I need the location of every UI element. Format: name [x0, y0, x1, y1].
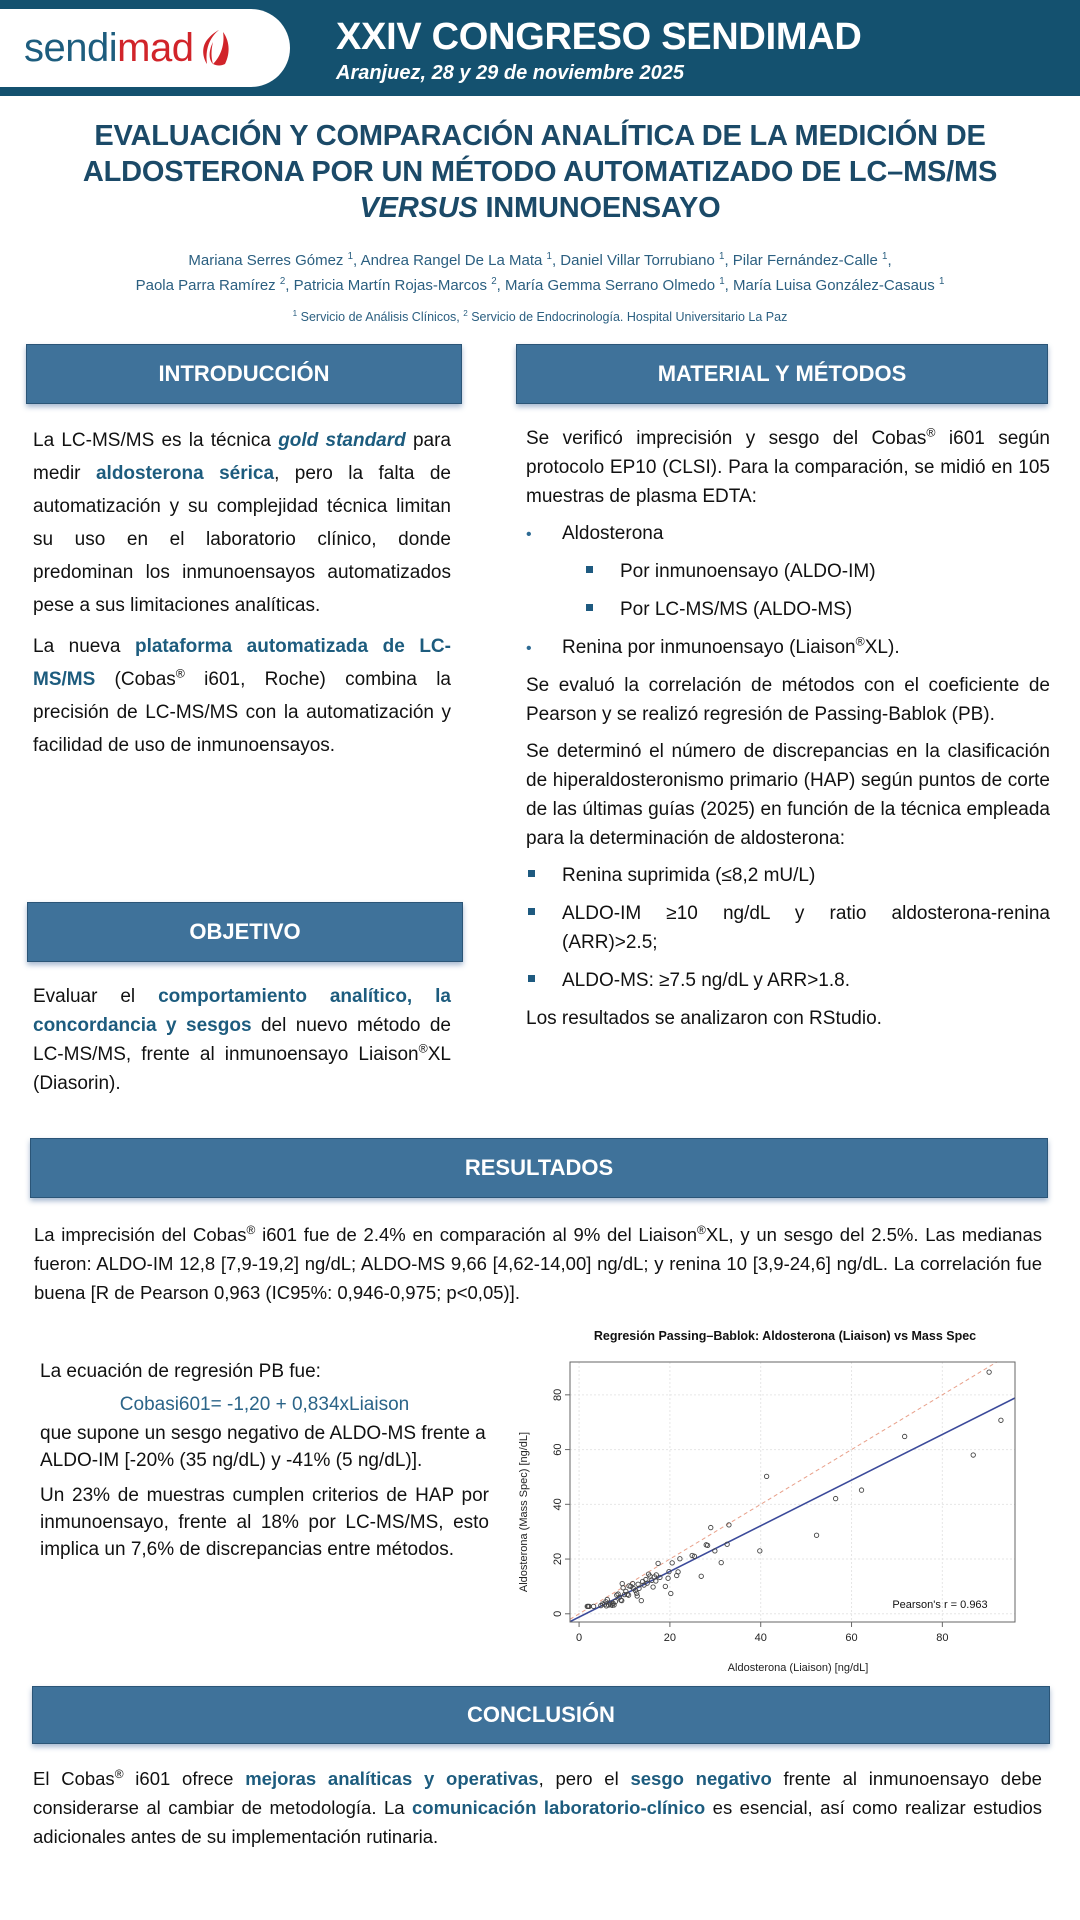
results-regression-text — [40, 1358, 489, 1571]
registered-mark: ® — [855, 634, 865, 649]
highlight-gold-standard: gold standard — [278, 430, 406, 451]
separator: , — [496, 277, 505, 294]
x-tick-label: 20 — [663, 1632, 677, 1644]
affiliation-sup: 1 — [292, 308, 298, 318]
section-header-conclusion: CONCLUSIÓN — [32, 1686, 1050, 1744]
text: i601, Roche) combina la precisión de LC-MS/MS con la automatización y facilidad de uso de inmunoensayos. — [33, 669, 452, 756]
list-item-aldo-ms: Por LC-MS/MS (ALDO-MS) — [526, 595, 1050, 624]
separator: , — [353, 252, 361, 269]
author-affiliation-sup: 1 — [719, 251, 725, 262]
text: XL, y un sesgo del 2.5%. Las medianas fueron: ALDO-IM 12,8 [7,9-19,2] ng/dL; ALDO-MS 9,66 [4,62-14,00] ng/dL; y renina 10 [3,9-24,6] ng/dL. La correlación fue buena [R de Pearson 0,963 (IC95%: 0,946-0,975; p<0,05)]. — [34, 1224, 1043, 1303]
registered-mark: ® — [246, 1222, 256, 1237]
affiliation-2: Servicio de Endocrinología. Hospital Universitario La Paz — [467, 310, 788, 324]
data-point — [987, 1370, 991, 1374]
separator: , — [285, 277, 294, 294]
affiliation-sup: 2 — [463, 308, 468, 318]
author-name: Mariana Serres Gómez — [188, 252, 348, 269]
data-point — [699, 1574, 703, 1578]
y-tick-label: 60 — [551, 1443, 564, 1456]
text: Renina por inmunoensayo (Liaison — [562, 637, 856, 658]
data-point — [764, 1474, 768, 1478]
text: i601 fue de 2.4% en comparación al 9% del Liaison — [255, 1224, 698, 1245]
section-header-objetivo: OBJETIVO — [27, 902, 463, 962]
text: La LC-MS/MS es la técnica — [33, 430, 279, 451]
authors-line-2 — [40, 273, 1040, 298]
registered-mark: ® — [114, 1766, 124, 1781]
data-point — [814, 1533, 818, 1537]
title-inmunoensayo: INMUNOENSAYO — [477, 192, 721, 224]
regression-equation: Cobasi601= -1,20 + 0,834xLiaison — [119, 1394, 410, 1415]
y-tick-label: 0 — [551, 1610, 564, 1617]
author-affiliation-sup: 1 — [882, 251, 888, 262]
equation-intro: La ecuación de regresión PB fue: — [40, 1361, 321, 1382]
data-point — [971, 1453, 975, 1457]
criteria-item: Renina suprimida (≤8,2 mU/L) — [526, 861, 1050, 890]
chart-title: Regresión Passing–Bablok: Aldosterona (Liaison) vs Mass Spec — [593, 1329, 977, 1343]
registered-mark: ® — [926, 425, 936, 440]
title-line-3 — [40, 190, 1040, 226]
author-affiliation-sup: 1 — [546, 251, 552, 262]
objective-paragraph — [33, 982, 451, 1098]
author-list — [40, 248, 1040, 298]
highlight-aldosterona-serica: aldosterona sérica — [95, 463, 275, 484]
author-affiliation-sup: 1 — [347, 251, 354, 262]
author-name: María Luisa González-Casaus — [733, 277, 939, 294]
text: XL (Diasorin). — [33, 1044, 451, 1094]
flame-logo-icon — [199, 28, 233, 68]
y-axis-label: Aldosterona (Mass Spec) [ng/dL] — [518, 1431, 530, 1593]
separator: , — [724, 252, 733, 269]
author-affiliation-sup: 2 — [279, 276, 286, 287]
congress-banner — [0, 0, 1080, 96]
intro-text — [33, 424, 451, 770]
poster-title — [40, 118, 1040, 226]
author-name: Andrea Rangel De La Mata — [360, 252, 547, 269]
conclusion-text — [33, 1764, 1042, 1859]
conclusion-paragraph — [33, 1764, 1042, 1851]
author-name: Paola Parra Ramírez — [135, 277, 280, 294]
text: es esencial, así como realizar estudios adicionales antes de su implementación rutinaria. — [33, 1797, 1043, 1847]
data-point — [639, 1598, 643, 1602]
methods-paragraph-1 — [526, 424, 1050, 511]
criteria-item: ALDO-MS: ≥7.5 ng/dL y ARR>1.8. — [526, 966, 1050, 995]
separator: , — [724, 277, 733, 294]
data-point — [709, 1525, 713, 1529]
analytes-list — [526, 519, 1050, 662]
affiliations — [40, 310, 1040, 324]
registered-mark: ® — [418, 1041, 428, 1056]
pearson-annotation: Pearson's r = 0.963 — [892, 1599, 988, 1611]
data-point — [656, 1561, 660, 1565]
text: para medir — [33, 430, 451, 484]
intro-paragraph-2 — [33, 630, 451, 762]
text: Se verificó imprecisión y sesgo del Cobas — [526, 428, 927, 449]
hap-discrepancy-text: Un 23% de muestras cumplen criterios de HAP por inmunoensayo, frente al 18% por LC-MS/MS, esto implica un 7,6% de discrepancias entre métodos. — [40, 1485, 489, 1560]
list-item-aldo-im: Por inmunoensayo (ALDO-IM) — [526, 557, 1050, 586]
data-point — [670, 1561, 674, 1565]
affiliation-1: Servicio de Análisis Clínicos, — [297, 310, 464, 324]
separator: , — [887, 252, 892, 269]
logo-mad-text — [109, 26, 194, 70]
highlight-sesgo-negativo: sesgo negativo — [630, 1768, 772, 1789]
passing-bablok-scatter-chart — [515, 1322, 1055, 1677]
objective-text — [33, 982, 451, 1106]
registered-mark: ® — [175, 666, 185, 681]
author-name: Patricia Martín Rojas-Marcos — [293, 277, 492, 294]
separator: , — [551, 252, 561, 269]
data-point — [635, 1594, 639, 1598]
section-header-material-metodos: MATERIAL Y MÉTODOS — [516, 344, 1048, 404]
text: , pero la falta de automatización y su complejidad técnica limitan su uso en el laboratorio clínico, donde predominan los inmunoensayos automatizados pese a sus limitaciones analíticas. — [33, 463, 451, 616]
data-point — [663, 1584, 667, 1588]
congress-date-location: Aranjuez, 28 y 29 de noviembre 2025 — [336, 62, 684, 84]
x-tick-label: 80 — [936, 1632, 949, 1644]
highlight-plataforma: plataforma automatizada de LC-MS/MS — [33, 636, 451, 690]
data-point — [859, 1488, 863, 1492]
text: La nueva — [33, 636, 135, 657]
title-line-1: EVALUACIÓN Y COMPARACIÓN ANALÍTICA DE LA MEDICIÓN DE — [94, 120, 986, 152]
logo-mad-word: mad — [117, 25, 194, 70]
data-point — [999, 1418, 1003, 1422]
text: frente al inmunoensayo debe considerarse al cambiar de metodología. La — [33, 1768, 1042, 1818]
x-tick-label: 0 — [576, 1632, 583, 1644]
y-tick-label: 80 — [551, 1388, 564, 1401]
data-point — [902, 1434, 906, 1438]
title-line-2: ALDOSTERONA POR UN MÉTODO AUTOMATIZADO DE LC–MS/MS — [82, 156, 998, 188]
section-header-introduccion: INTRODUCCIÓN — [26, 344, 462, 404]
title-versus: VERSUS — [359, 192, 478, 224]
methods-paragraph-2: Se evaluó la correlación de métodos con el coeficiente de Pearson y se realizó regresión de Passing-Bablok (PB). — [526, 675, 1050, 725]
author-name: María Gemma Serrano Olmedo — [504, 277, 720, 294]
text: El Cobas — [33, 1768, 115, 1789]
scatter-plot-svg — [515, 1322, 1055, 1677]
author-name: Daniel Villar Torrubiano — [560, 252, 719, 269]
y-tick-label: 20 — [551, 1552, 564, 1566]
list-item-aldosterona: • Aldosterona — [526, 519, 1050, 548]
data-point — [591, 1604, 595, 1608]
data-point — [833, 1496, 837, 1500]
results-paragraph-1 — [34, 1220, 1042, 1307]
text: (Cobas — [95, 669, 176, 690]
highlight-comportamiento: comportamiento analítico, la concordancia y sesgos — [33, 986, 451, 1036]
hap-criteria-list — [526, 861, 1050, 995]
sendimad-logo — [0, 9, 290, 87]
registered-mark: ® — [697, 1222, 706, 1237]
methods-paragraph-4: Los resultados se analizaron con RStudio. — [526, 1008, 882, 1029]
intro-paragraph-1 — [33, 424, 451, 622]
author-affiliation-sup: 1 — [719, 276, 725, 287]
text: i601 según protocolo EP10 (CLSI). Para la comparación, se midió en 105 muestras de plasma EDTA: — [526, 428, 1050, 507]
data-point — [669, 1591, 673, 1595]
logo-send-text: send — [24, 25, 109, 70]
methods-paragraph-3: Se determinó el número de discrepancias en la clasificación de hiperaldosteronismo primario (HAP) según puntos de corte de las últimas guías (2025) en función de la técnica empleada para la determinación de aldosterona: — [526, 741, 1050, 849]
authors-line-1 — [40, 248, 1040, 273]
y-tick-label: 40 — [551, 1498, 564, 1511]
x-axis-label: Aldosterona (Liaison) [ng/dL] — [727, 1662, 869, 1674]
author-affiliation-sup: 1 — [938, 276, 945, 287]
congress-title: XXIV CONGRESO SENDIMAD — [336, 16, 862, 58]
author-affiliation-sup: 2 — [491, 276, 497, 287]
logo-i-text: i — [108, 25, 118, 70]
data-point — [719, 1560, 723, 1564]
list-item-renina — [526, 633, 1050, 662]
text: Evaluar el — [33, 986, 159, 1007]
text: La imprecisión del Cobas — [34, 1224, 247, 1245]
data-point — [758, 1549, 762, 1553]
text: , pero el — [538, 1768, 631, 1789]
text: del nuevo método de LC-MS/MS, frente al inmunoensayo Liaison — [33, 1015, 451, 1065]
author-name: Pilar Fernández-Calle — [732, 252, 883, 269]
data-point — [651, 1585, 655, 1589]
section-header-resultados: RESULTADOS — [30, 1138, 1048, 1198]
identity-line — [570, 1351, 1015, 1619]
x-tick-label: 40 — [754, 1632, 767, 1644]
criteria-item: ALDO-IM ≥10 ng/dL y ratio aldosterona-renina (ARR)>2.5; — [526, 899, 1050, 957]
bias-text: que supone un sesgo negativo de ALDO-MS frente a ALDO-IM [-20% (35 ng/dL) y -41% (5 ng/dL)]. — [40, 1423, 486, 1471]
text: i601 ofrece — [123, 1768, 246, 1789]
highlight-mejoras: mejoras analíticas y operativas — [245, 1768, 539, 1789]
highlight-comunicacion: comunicación laboratorio-clínico — [411, 1797, 706, 1818]
x-tick-label: 60 — [845, 1632, 858, 1644]
text: XL). — [864, 637, 900, 658]
logo-wordmark — [24, 26, 193, 71]
methods-text — [526, 424, 1050, 1041]
regression-lines — [570, 1351, 1015, 1622]
results-summary — [34, 1220, 1042, 1315]
